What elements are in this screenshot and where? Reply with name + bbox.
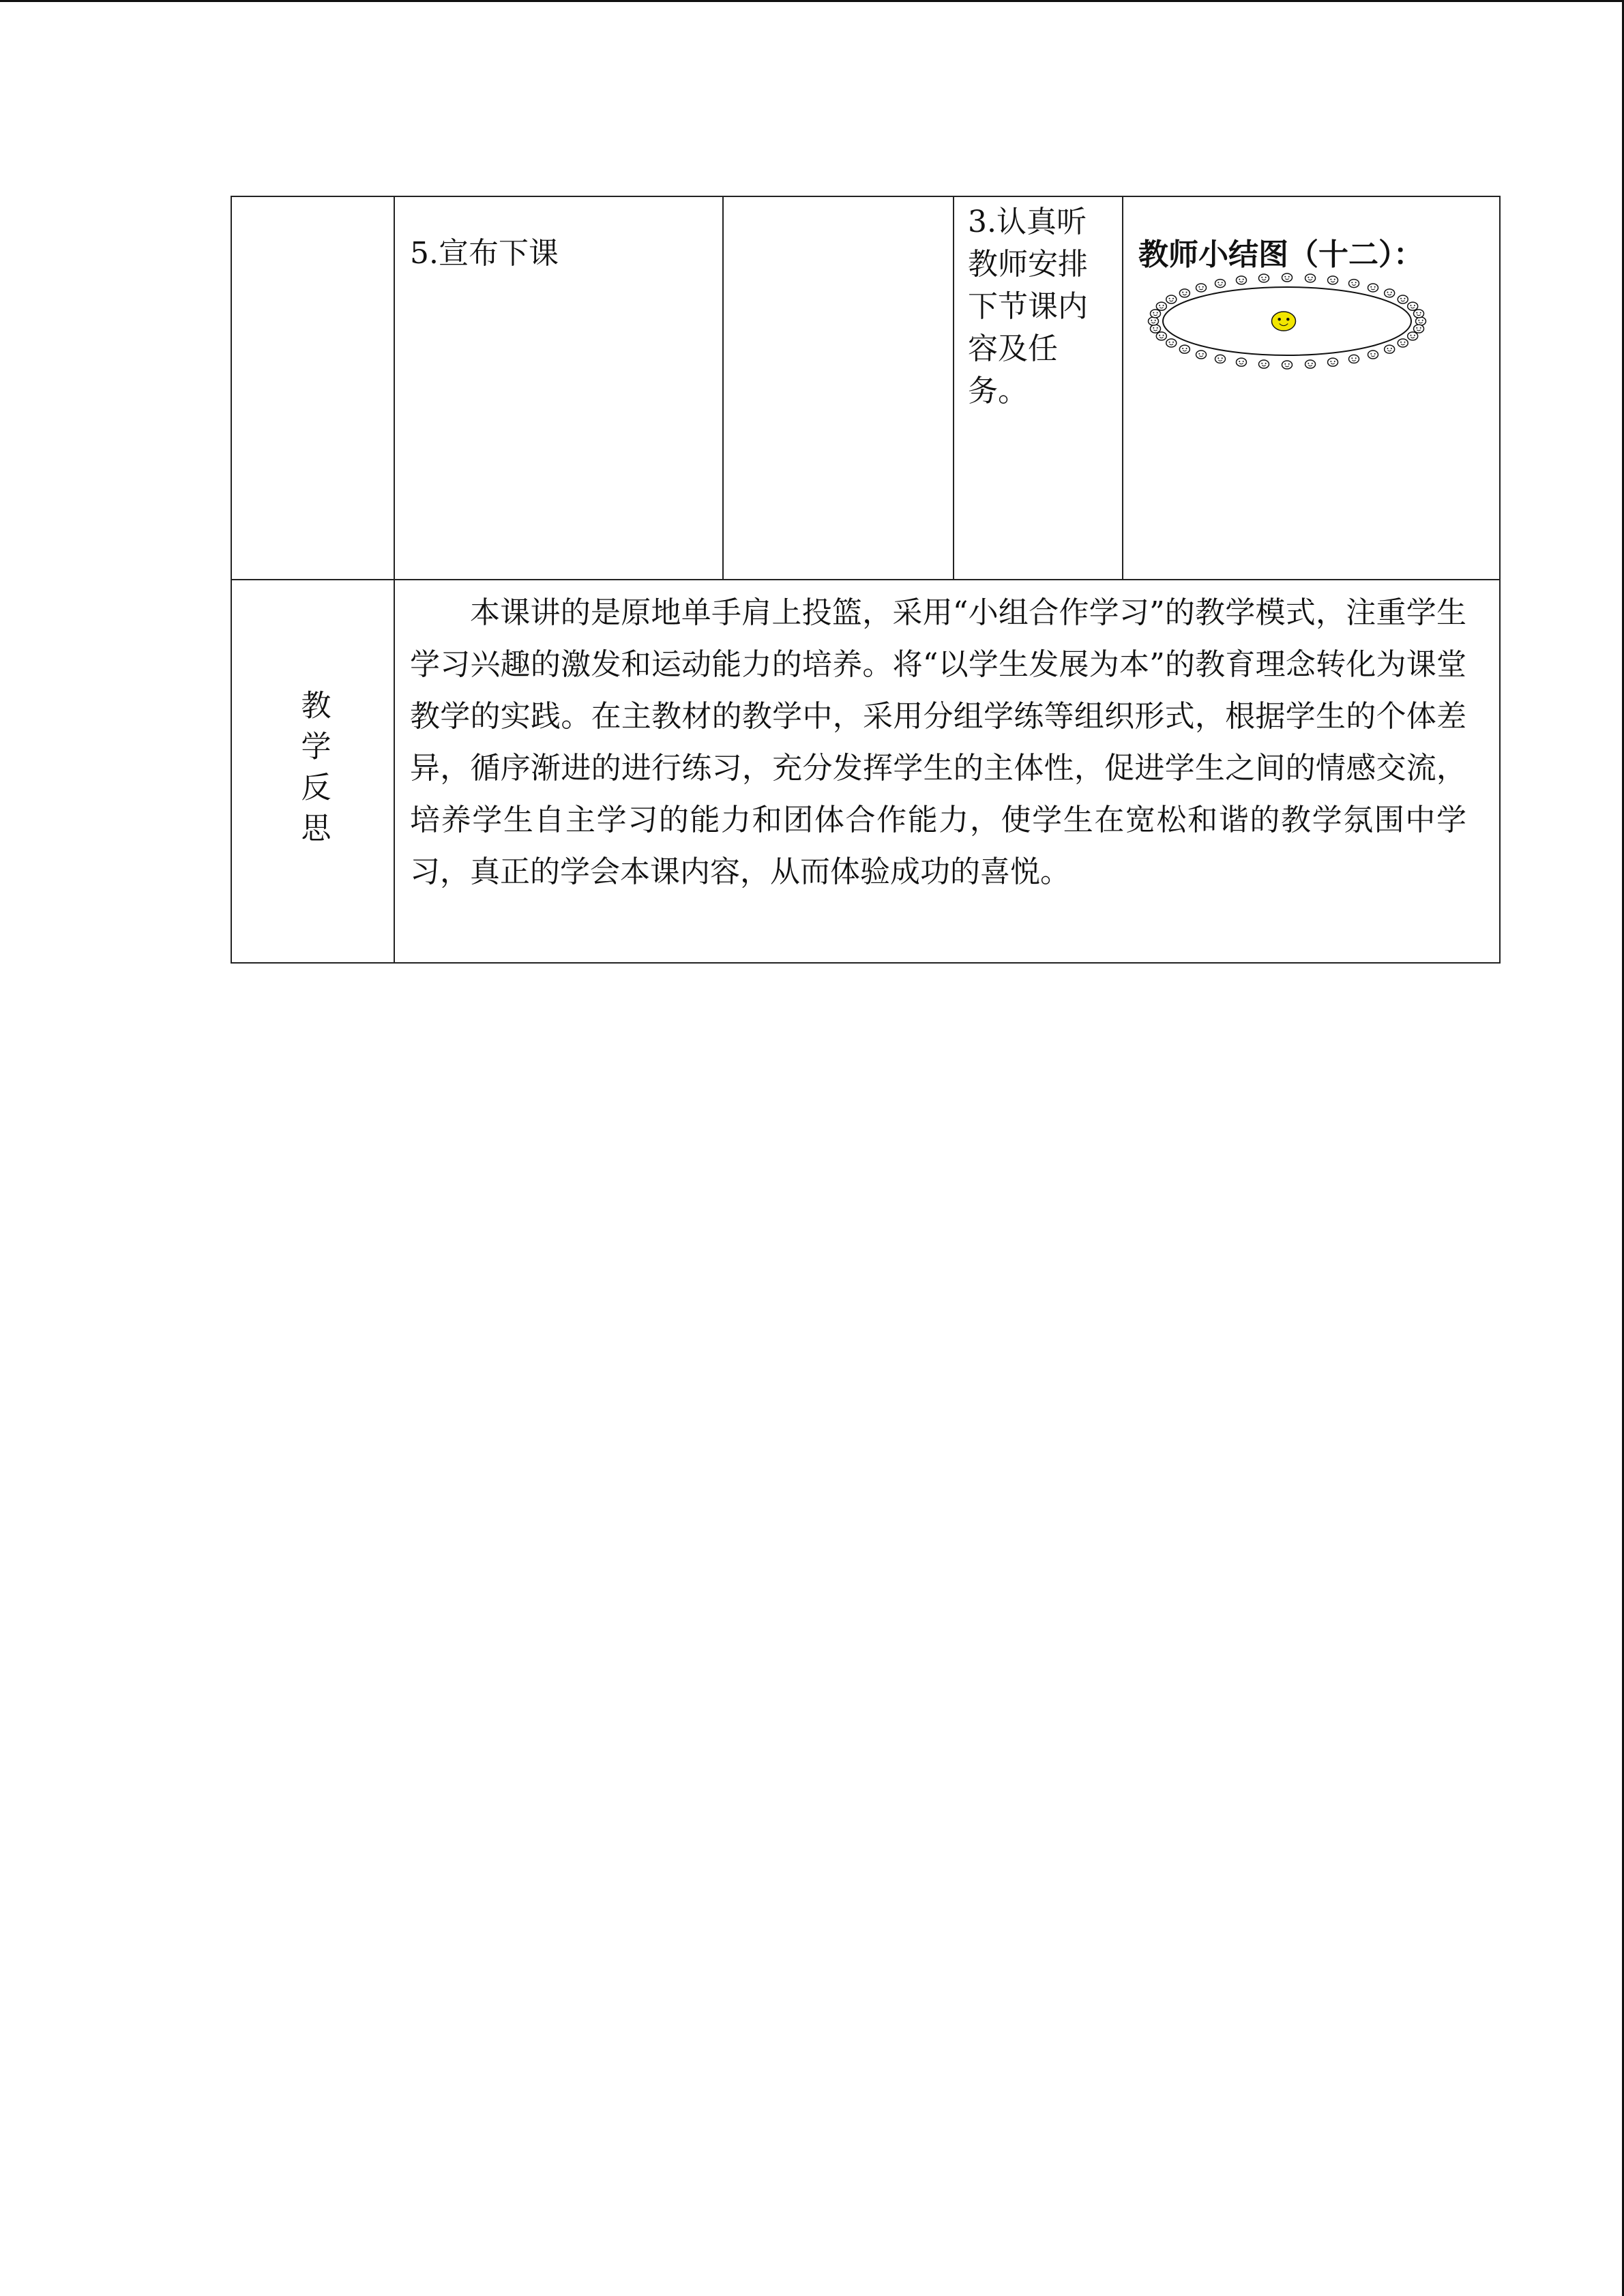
reflection-label: 教学反思 [295, 689, 331, 853]
student-face-icon [1414, 325, 1424, 333]
reflection-row [231, 580, 1500, 963]
student-face-icon [1385, 289, 1395, 297]
student-face-icon [1196, 284, 1207, 292]
student-face-icon [1408, 302, 1418, 310]
student-face-icon [1236, 276, 1246, 284]
student-face-icon [1398, 339, 1408, 347]
student-face-icon [1416, 317, 1426, 325]
closing-method-cell [723, 196, 954, 580]
teacher-smiley-icon [1272, 312, 1296, 331]
reflection-label-cell [231, 580, 394, 963]
diagram-title: 教师小结图（十二）： [1138, 237, 1423, 272]
student-face-icon [1408, 332, 1418, 340]
closing-diagram-cell [1123, 196, 1500, 580]
student-face-icon [1179, 289, 1190, 297]
closing-student-cell [954, 196, 1123, 580]
student-face-icon [1150, 325, 1160, 333]
student-face-icon [1349, 355, 1359, 363]
reflection-text-cell [394, 580, 1500, 963]
student-face-icon [1328, 358, 1338, 366]
reflection-text: 本课讲的是原地单手肩上投篮，采用“小组合作学习”的教学模式，注重学生学习兴趣的激发和运动能力的培养。将“以学生发展为本”的教育理念转化为课堂教学的实践。在主教材的教学中，采用分组学练等组织形式，根据学生的个体差异，循序渐进的进行练习，充分发挥学生的主体性，促进学生之间的情感交流，培养学生自主学习的能力和团体合作能力，使学生在宽松和谐的教学氛围中学习，真正的学会本课内容，从而体验成功的喜悦。 [410, 595, 1466, 889]
student-face-icon [1398, 295, 1408, 303]
student-face-icon [1368, 351, 1378, 359]
student-face-icon [1215, 355, 1226, 363]
student-face-icon [1385, 345, 1395, 353]
student-face-icon [1166, 295, 1177, 303]
student-face-icon [1150, 310, 1160, 318]
student-face-icon [1414, 310, 1424, 318]
page-top-border [0, 0, 1624, 2]
closing-student-text: 3.认真听教师安排下节课内容及任务。 [968, 205, 1088, 408]
closing-label-cell [231, 196, 394, 580]
student-face-icon [1328, 276, 1338, 284]
closing-row [231, 196, 1500, 580]
student-face-icon [1156, 302, 1166, 310]
closing-content-cell [394, 196, 723, 580]
student-face-icon [1368, 284, 1378, 292]
student-face-icon [1166, 339, 1177, 347]
student-face-icon [1179, 345, 1190, 353]
student-face-icon [1258, 274, 1269, 282]
student-face-icon [1236, 358, 1246, 366]
student-face-icon [1156, 332, 1166, 340]
student-face-icon [1305, 274, 1316, 282]
student-face-icon [1149, 317, 1159, 325]
student-face-icon [1258, 360, 1269, 368]
lesson-plan-table [231, 196, 1501, 964]
student-face-icon [1349, 280, 1359, 288]
student-face-icon [1215, 280, 1226, 288]
closing-content-text: 5.宣布下课 [410, 236, 559, 271]
student-face-icon [1305, 360, 1316, 368]
teacher-summary-diagram [1137, 272, 1451, 374]
student-face-icon [1196, 351, 1207, 359]
student-face-icon [1282, 273, 1293, 282]
student-face-icon [1282, 361, 1293, 369]
